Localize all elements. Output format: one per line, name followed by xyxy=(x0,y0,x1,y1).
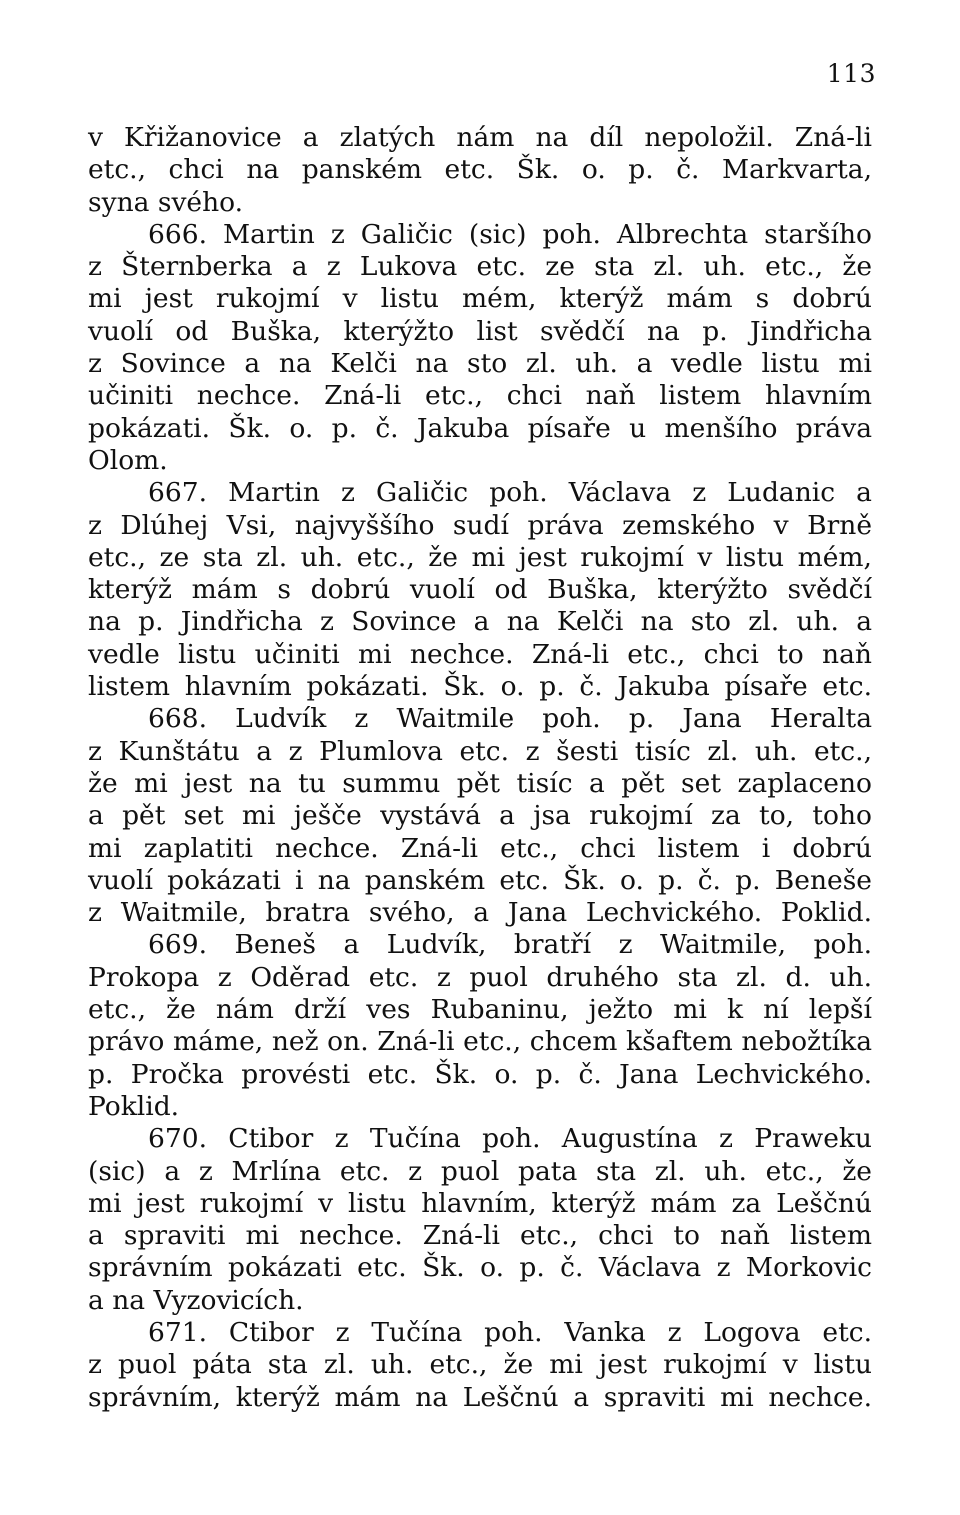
text-line: etc., že nám drží ves Rubaninu, ježto mi k ní lepší xyxy=(88,994,872,1026)
text-line: na p. Jindřicha z Sovince a na Kelči na sto zl. uh. a xyxy=(88,606,872,638)
text-line: z Sovince a na Kelči na sto zl. uh. a vedle listu mi xyxy=(88,348,872,380)
text-line: mi zaplatiti nechce. Zná-li etc., chci listem i dobrú xyxy=(88,832,872,864)
text-line: Prokopa z Oděrad etc. z puol druhého sta zl. d. uh. xyxy=(88,961,872,993)
text-line: 668. Ludvík z Waitmile poh. p. Jana Heralta xyxy=(148,703,872,735)
text-line: listem hlavním pokázati. Šk. o. p. č. Jakuba písaře etc. xyxy=(88,671,872,703)
text-line: etc., chci na panském etc. Šk. o. p. č. Markvarta, xyxy=(88,154,872,186)
text-line: správním, kterýž mám na Leščnú a spraviti mi nechce. xyxy=(88,1381,872,1413)
text-line: správním pokázati etc. Šk. o. p. č. Václava z Morkovic xyxy=(88,1252,872,1284)
text-line: 669. Beneš a Ludvík, bratří z Waitmile, poh. xyxy=(148,929,872,961)
text-line: mi jest rukojmí v listu mém, kterýž mám s dobrú xyxy=(88,283,872,315)
text-line: v Křižanovice a zlatých nám na díl nepoložil. Zná-li xyxy=(88,122,872,153)
text-line: kterýž mám s dobrú vuolí od Buška, kterýžto svědčí xyxy=(88,574,872,606)
text-line: z Šternberka a z Lukova etc. ze sta zl. uh. etc., že xyxy=(88,251,872,283)
text-line: vuolí od Buška, kterýžto list svědčí na p. Jindřicha xyxy=(88,315,872,347)
text-line: p. Pročka provésti etc. Šk. o. p. č. Jana Lechvického. xyxy=(88,1058,872,1090)
text-line: vuolí pokázati i na panském etc. Šk. o. p. č. p. Beneše xyxy=(88,864,872,896)
text-line: 671. Ctibor z Tučína poh. Vanka z Logova etc. xyxy=(148,1316,872,1348)
text-line: pokázati. Šk. o. p. č. Jakuba písaře u menšího práva xyxy=(88,412,872,444)
text-line: právo máme, než on. Zná-li etc., chcem kšaftem nebožtíka xyxy=(88,1026,872,1058)
text-line: učiniti nechce. Zná-li etc., chci naň listem hlavním xyxy=(88,380,872,412)
text-line: z puol páta sta zl. uh. etc., že mi jest rukojmí v listu xyxy=(88,1349,872,1381)
text-line: 667. Martin z Galičic poh. Václava z Ludanic a xyxy=(148,477,872,509)
text-line: Olom. xyxy=(88,444,168,476)
text-line: 666. Martin z Galičic (sic) poh. Albrechta staršího xyxy=(148,218,872,250)
text-line: (sic) a z Mrlína etc. z puol pata sta zl. uh. etc., že xyxy=(88,1155,872,1187)
text-line: Poklid. xyxy=(88,1090,180,1122)
page-number: 113 xyxy=(826,59,876,88)
text-line: vedle listu učiniti mi nechce. Zná-li etc., chci to naň xyxy=(88,638,872,670)
text-line: mi jest rukojmí v listu hlavním, kterýž mám za Leščnú xyxy=(88,1187,872,1219)
body-text xyxy=(88,122,872,1414)
text-line: z Kunštátu a z Plumlova etc. z šesti tisíc zl. uh. etc., xyxy=(88,735,872,767)
text-line: 670. Ctibor z Tučína poh. Augustína z Praweku xyxy=(148,1123,872,1155)
text-line: z Waitmile, bratra svého, a Jana Lechvického. Poklid. xyxy=(88,897,872,929)
text-line: a na Vyzovicích. xyxy=(88,1284,304,1316)
text-line: že mi jest na tu summu pět tisíc a pět set zaplaceno xyxy=(88,767,872,799)
text-line: etc., ze sta zl. uh. etc., že mi jest rukojmí v listu mém, xyxy=(88,541,872,573)
text-line: a pět set mi ješče vystává a jsa rukojmí za to, toho xyxy=(88,800,872,832)
text-line: a spraviti mi nechce. Zná-li etc., chci to naň listem xyxy=(88,1220,872,1252)
text-line: syna svého. xyxy=(88,186,244,218)
text-line: z Dlúhej Vsi, najvyššího sudí práva zemského v Brně xyxy=(88,509,872,541)
